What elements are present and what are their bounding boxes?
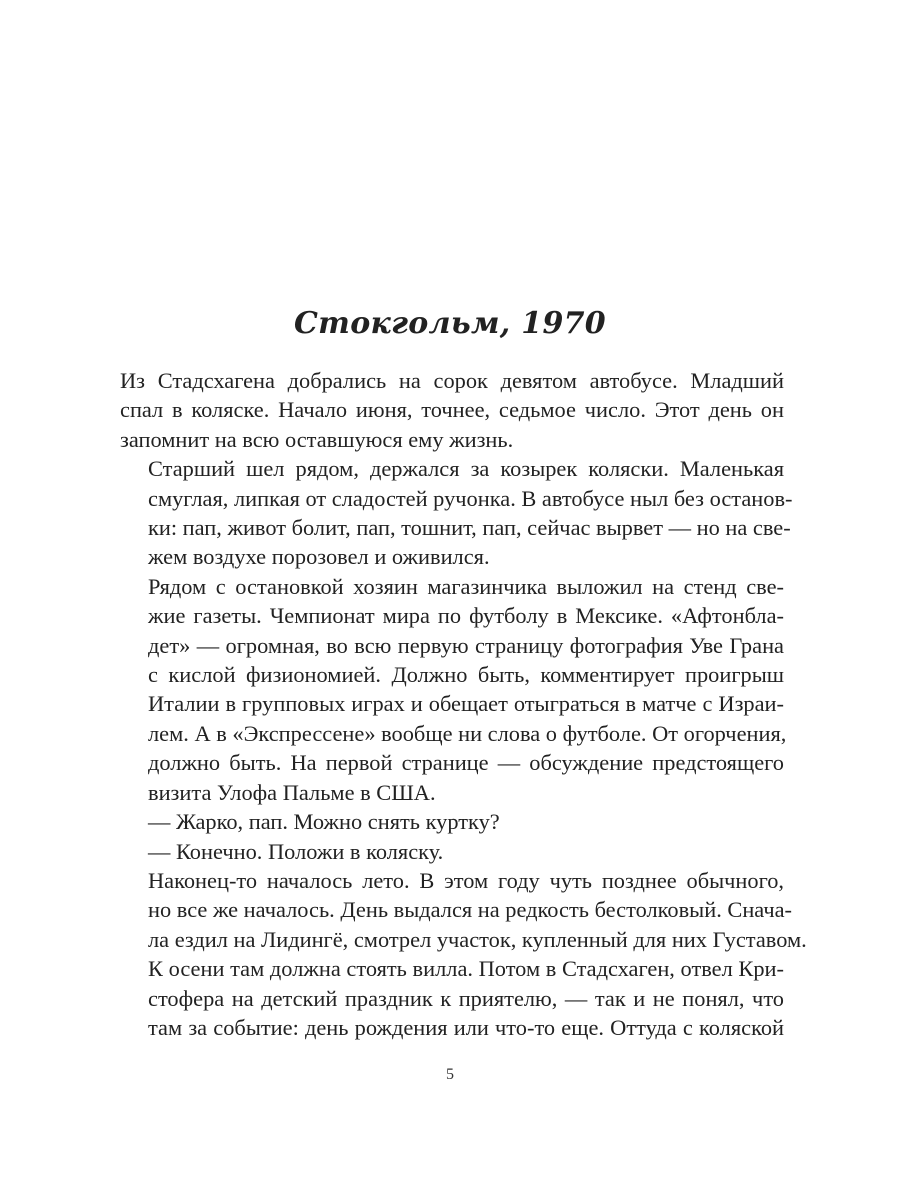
text-line: Рядом с остановкой хозяин магазинчика выложил на стенд све- bbox=[148, 573, 784, 599]
text-line: но все же началось. День выдался на редкость бестолковый. Снача- bbox=[148, 897, 793, 923]
text-line: жем воздухе порозовел и оживился. bbox=[148, 544, 490, 570]
text-line: смуглая, липкая от сладостей ручонка. В автобусе ныл без останов- bbox=[148, 485, 793, 511]
text-line: запомнит на всю оставшуюся ему жизнь. bbox=[120, 426, 514, 452]
text-line: визита Улофа Пальме в США. bbox=[148, 779, 436, 805]
text-line: Старший шел рядом, держался за козырек коляски. Маленькая bbox=[148, 456, 784, 482]
paragraph bbox=[120, 572, 787, 807]
text-line: стофера на детский праздник к приятелю, — так и не понял, что bbox=[148, 985, 784, 1011]
text-line: Наконец-то началось лето. В этом году чуть позднее обычного, bbox=[148, 867, 784, 893]
text-line: Из Стадсхагена добрались на сорок девятом автобусе. Младший bbox=[120, 368, 784, 393]
text-line: с кислой физиономией. Должно быть, комментирует проигрыш bbox=[148, 662, 784, 688]
text-line: там за событие: день рождения или что-то еще. Оттуда с коляской bbox=[148, 1014, 784, 1040]
paragraph bbox=[120, 454, 793, 572]
text-line: лем. А в «Экспрессене» вообще ни слова о футболе. От огорчения, bbox=[148, 720, 787, 746]
text-line: дет» — огромная, во всю первую страницу фотография Уве Грана bbox=[148, 632, 784, 658]
text-line: — Жарко, пап. Можно снять куртку? bbox=[148, 809, 500, 835]
paragraph bbox=[120, 866, 807, 1042]
dialogue-line bbox=[120, 807, 784, 836]
text-line: К осени там должна стоять вилла. Потом в Стадсхаген, отвел Кри- bbox=[148, 956, 784, 982]
chapter-title: Стокгольм, 1970 bbox=[294, 306, 606, 341]
dialogue-line bbox=[120, 837, 784, 866]
paragraph bbox=[120, 366, 784, 454]
text-line: должно быть. На первой странице — обсуждение предстоящего bbox=[148, 750, 784, 776]
text-line: жие газеты. Чемпионат мира по футболу в Мексике. «Афтонбла- bbox=[148, 603, 784, 629]
text-line: Италии в групповых играх и обещает отыграться в матче с Израи- bbox=[148, 691, 784, 717]
text-line: ки: пап, живот болит, пап, тошнит, пап, сейчас вырвет — но на све- bbox=[148, 515, 791, 541]
page-number: 5 bbox=[446, 1066, 454, 1083]
text-line: ла ездил на Лидингё, смотрел участок, купленный для них Густавом. bbox=[148, 926, 807, 952]
text-line: спал в коляске. Начало июня, точнее, седьмое число. Этот день он bbox=[120, 397, 784, 423]
body-text bbox=[120, 366, 807, 1042]
text-line: — Конечно. Положи в коляску. bbox=[148, 838, 444, 864]
